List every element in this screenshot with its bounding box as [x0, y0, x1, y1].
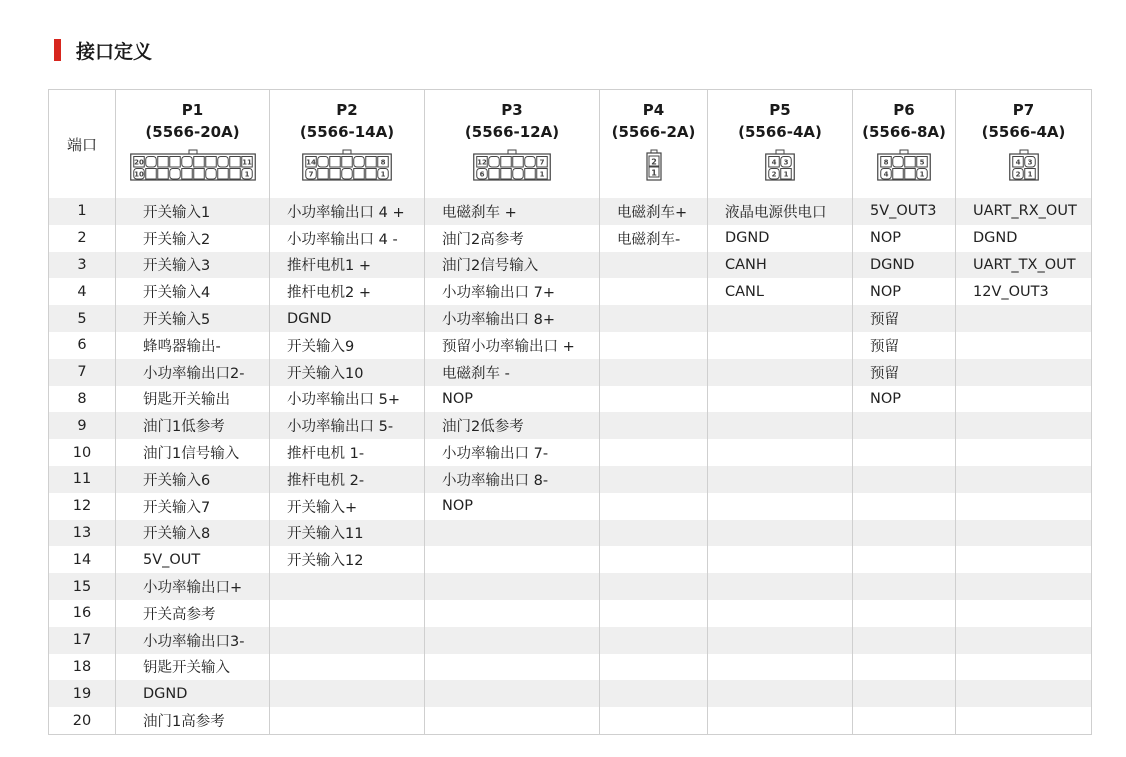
p1-pin-function: 油门1高参考: [116, 707, 270, 734]
p4-pin-function: [600, 600, 708, 627]
pin-number: 13: [49, 520, 116, 547]
p2-pin-function: [270, 707, 425, 734]
column-header-p6: [853, 90, 956, 199]
p1-pin-function: 开关高参考: [116, 600, 270, 627]
table-row: [49, 359, 1092, 386]
p6-pin-function: NOP: [853, 386, 956, 413]
connector-p2-icon: [299, 149, 395, 181]
p3-pin-function: 小功率输出口 8-: [425, 466, 600, 493]
p4-pin-function: [600, 466, 708, 493]
pin-number: 7: [49, 359, 116, 386]
connector-model: (5566-4A): [981, 123, 1066, 141]
p4-pin-function: [600, 252, 708, 279]
table-row: [49, 466, 1092, 493]
p6-pin-function: [853, 654, 956, 681]
table-row: [49, 546, 1092, 573]
connector-model: (5566-20A): [145, 123, 240, 141]
p5-pin-function: [708, 305, 853, 332]
p4-pin-function: [600, 493, 708, 520]
p4-pin-function: [600, 359, 708, 386]
p3-pin-function: 小功率输出口 7-: [425, 439, 600, 466]
svg-text:4: 4: [1015, 158, 1020, 167]
pin-number: 2: [49, 225, 116, 252]
svg-text:2: 2: [771, 170, 777, 179]
pin-number: 19: [49, 680, 116, 707]
p4-pin-function: [600, 707, 708, 734]
svg-text:7: 7: [539, 158, 545, 167]
section-header: [54, 37, 152, 63]
p6-pin-function: [853, 573, 956, 600]
table-row: [49, 600, 1092, 627]
title-accent-bar: [54, 39, 61, 61]
p1-pin-function: DGND: [116, 680, 270, 707]
p5-pin-function: [708, 707, 853, 734]
p6-pin-function: 预留: [853, 332, 956, 359]
p7-pin-function: [956, 520, 1092, 547]
p4-pin-function: [600, 278, 708, 305]
p4-pin-function: [600, 439, 708, 466]
p3-pin-function: 电磁刹车 +: [425, 198, 600, 225]
p5-pin-function: [708, 439, 853, 466]
svg-text:12: 12: [477, 158, 487, 167]
p3-pin-function: 预留小功率输出口 +: [425, 332, 600, 359]
svg-text:4: 4: [771, 158, 777, 167]
svg-text:8: 8: [883, 158, 889, 167]
p5-pin-function: [708, 654, 853, 681]
p2-pin-function: 开关输入11: [270, 520, 425, 547]
table-row: [49, 386, 1092, 413]
svg-text:14: 14: [306, 158, 316, 167]
p7-pin-function: 12V_OUT3: [956, 278, 1092, 305]
p3-pin-function: [425, 627, 600, 654]
table-row: [49, 332, 1092, 359]
p2-pin-function: 开关输入10: [270, 359, 425, 386]
p3-pin-function: [425, 546, 600, 573]
column-header-p7: [956, 90, 1092, 199]
p6-pin-function: NOP: [853, 278, 956, 305]
p2-pin-function: 推杆电机1 +: [270, 252, 425, 279]
pin-number: 17: [49, 627, 116, 654]
p2-pin-function: 小功率输出口 5+: [270, 386, 425, 413]
svg-text:1: 1: [919, 170, 925, 179]
connector-p3-icon: [470, 149, 554, 181]
p2-pin-function: 开关输入9: [270, 332, 425, 359]
p1-pin-function: 开关输入2: [116, 225, 270, 252]
p3-pin-function: 电磁刹车 -: [425, 359, 600, 386]
pin-number: 3: [49, 252, 116, 279]
connector-model: (5566-12A): [464, 123, 560, 141]
p4-pin-function: 电磁刹车+: [600, 198, 708, 225]
p4-pin-function: [600, 520, 708, 547]
p1-pin-function: 开关输入8: [116, 520, 270, 547]
svg-text:1: 1: [783, 170, 789, 179]
svg-text:1: 1: [1027, 170, 1032, 179]
p6-pin-function: [853, 546, 956, 573]
p1-pin-function: 开关输入6: [116, 466, 270, 493]
p7-pin-function: [956, 359, 1092, 386]
connector-model: (5566-8A): [862, 123, 946, 141]
p5-pin-function: [708, 332, 853, 359]
pin-number: 18: [49, 654, 116, 681]
svg-text:11: 11: [241, 158, 252, 167]
p4-pin-function: 电磁刹车-: [600, 225, 708, 252]
p6-pin-function: NOP: [853, 225, 956, 252]
p4-pin-function: [600, 412, 708, 439]
p1-pin-function: 钥匙开关输入: [116, 654, 270, 681]
p1-pin-function: 开关输入1: [116, 198, 270, 225]
svg-text:3: 3: [783, 158, 789, 167]
table-row: [49, 707, 1092, 734]
connector-name: P2: [336, 101, 358, 119]
p2-pin-function: DGND: [270, 305, 425, 332]
p1-pin-function: 油门1低参考: [116, 412, 270, 439]
column-header-p2: [270, 90, 425, 199]
p2-pin-function: 小功率输出口 4 +: [270, 198, 425, 225]
p2-pin-function: 开关输入+: [270, 493, 425, 520]
column-header-p4: [600, 90, 708, 199]
svg-text:20: 20: [133, 158, 144, 167]
p5-pin-function: [708, 546, 853, 573]
p5-pin-function: [708, 359, 853, 386]
svg-text:2: 2: [650, 157, 657, 167]
svg-text:8: 8: [380, 158, 386, 167]
connector-p1-icon: [125, 149, 261, 181]
column-header-p1: [116, 90, 270, 199]
table-row: [49, 278, 1092, 305]
p6-pin-function: [853, 520, 956, 547]
table-row: [49, 573, 1092, 600]
p1-pin-function: 开关输入3: [116, 252, 270, 279]
p1-pin-function: 蜂鸣器输出-: [116, 332, 270, 359]
pin-number: 20: [49, 707, 116, 734]
interface-definition-table: [48, 89, 1092, 735]
table-row: [49, 305, 1092, 332]
p1-pin-function: 5V_OUT: [116, 546, 270, 573]
connector-p5-icon: [764, 149, 796, 181]
p5-pin-function: [708, 600, 853, 627]
pin-number: 9: [49, 412, 116, 439]
p5-pin-function: [708, 520, 853, 547]
p6-pin-function: [853, 439, 956, 466]
connector-name: P3: [501, 101, 523, 119]
p5-pin-function: DGND: [708, 225, 853, 252]
pin-number: 15: [49, 573, 116, 600]
connector-name: P5: [769, 101, 791, 119]
p4-pin-function: [600, 546, 708, 573]
p2-pin-function: [270, 654, 425, 681]
table-row: [49, 627, 1092, 654]
svg-text:1: 1: [380, 170, 386, 179]
p1-pin-function: 开关输入4: [116, 278, 270, 305]
pin-number: 1: [49, 198, 116, 225]
connector-name: P1: [181, 101, 204, 119]
svg-text:1: 1: [650, 168, 657, 178]
svg-text:1: 1: [244, 170, 249, 179]
pin-number: 16: [49, 600, 116, 627]
p3-pin-function: 油门2信号输入: [425, 252, 600, 279]
p6-pin-function: [853, 412, 956, 439]
p2-pin-function: 小功率输出口 5-: [270, 412, 425, 439]
p7-pin-function: [956, 573, 1092, 600]
p3-pin-function: NOP: [425, 386, 600, 413]
p3-pin-function: [425, 573, 600, 600]
p1-pin-function: 开关输入7: [116, 493, 270, 520]
p1-pin-function: 油门1信号输入: [116, 439, 270, 466]
p6-pin-function: 预留: [853, 359, 956, 386]
p7-pin-function: [956, 412, 1092, 439]
table-row: [49, 225, 1092, 252]
p7-pin-function: [956, 386, 1092, 413]
p5-pin-function: CANL: [708, 278, 853, 305]
p2-pin-function: 推杆电机 2-: [270, 466, 425, 493]
pin-number: 10: [49, 439, 116, 466]
p7-pin-function: UART_TX_OUT: [956, 252, 1092, 279]
p1-pin-function: 钥匙开关输出: [116, 386, 270, 413]
p1-pin-function: 小功率输出口3-: [116, 627, 270, 654]
p5-pin-function: [708, 466, 853, 493]
p3-pin-function: 小功率输出口 8+: [425, 305, 600, 332]
p7-pin-function: [956, 466, 1092, 493]
p3-pin-function: [425, 654, 600, 681]
p6-pin-function: [853, 600, 956, 627]
connector-p7-icon: [1008, 149, 1040, 181]
connector-name: P6: [893, 101, 915, 119]
p6-pin-function: [853, 493, 956, 520]
p7-pin-function: [956, 493, 1092, 520]
p7-pin-function: [956, 680, 1092, 707]
p5-pin-function: [708, 493, 853, 520]
p2-pin-function: [270, 600, 425, 627]
table-row: [49, 412, 1092, 439]
connector-p4-icon: [644, 149, 664, 181]
p7-pin-function: [956, 332, 1092, 359]
p6-pin-function: [853, 466, 956, 493]
p2-pin-function: 小功率输出口 4 -: [270, 225, 425, 252]
p7-pin-function: [956, 627, 1092, 654]
p3-pin-function: [425, 600, 600, 627]
pin-number: 11: [49, 466, 116, 493]
table-row: [49, 252, 1092, 279]
p3-pin-function: [425, 520, 600, 547]
svg-text:4: 4: [883, 170, 889, 179]
p2-pin-function: [270, 627, 425, 654]
connector-model: (5566-2A): [611, 123, 696, 141]
p5-pin-function: 液晶电源供电口: [708, 198, 853, 225]
p2-pin-function: 开关输入12: [270, 546, 425, 573]
p7-pin-function: DGND: [956, 225, 1092, 252]
p3-pin-function: NOP: [425, 493, 600, 520]
table-row: [49, 439, 1092, 466]
p7-pin-function: [956, 546, 1092, 573]
p6-pin-function: [853, 627, 956, 654]
p2-pin-function: [270, 680, 425, 707]
section-title: 接口定义: [76, 40, 153, 63]
p5-pin-function: [708, 627, 853, 654]
p6-pin-function: [853, 707, 956, 734]
p3-pin-function: [425, 707, 600, 734]
table-row: [49, 654, 1092, 681]
p7-pin-function: [956, 305, 1092, 332]
p3-pin-function: 小功率输出口 7+: [425, 278, 600, 305]
pin-number: 5: [49, 305, 116, 332]
p4-pin-function: [600, 573, 708, 600]
svg-text:3: 3: [1027, 158, 1032, 167]
p2-pin-function: [270, 573, 425, 600]
p1-pin-function: 开关输入5: [116, 305, 270, 332]
p1-pin-function: 小功率输出口+: [116, 573, 270, 600]
pin-number: 12: [49, 493, 116, 520]
p4-pin-function: [600, 332, 708, 359]
svg-text:6: 6: [479, 170, 485, 179]
p7-pin-function: [956, 600, 1092, 627]
p6-pin-function: [853, 680, 956, 707]
header-row: [49, 90, 1092, 199]
table-row: [49, 680, 1092, 707]
p4-pin-function: [600, 654, 708, 681]
column-header-p5: [708, 90, 853, 199]
p6-pin-function: 预留: [853, 305, 956, 332]
p7-pin-function: [956, 654, 1092, 681]
svg-text:2: 2: [1015, 170, 1020, 179]
pin-number: 6: [49, 332, 116, 359]
svg-text:10: 10: [133, 170, 144, 179]
connector-name: P7: [1012, 101, 1035, 119]
table-row: [49, 520, 1092, 547]
table-row: [49, 198, 1092, 225]
p4-pin-function: [600, 680, 708, 707]
svg-text:7: 7: [308, 170, 314, 179]
p2-pin-function: 推杆电机2 +: [270, 278, 425, 305]
p6-pin-function: DGND: [853, 252, 956, 279]
p7-pin-function: UART_RX_OUT: [956, 198, 1092, 225]
p1-pin-function: 小功率输出口2-: [116, 359, 270, 386]
column-header-p3: [425, 90, 600, 199]
port-column-header: 端口: [49, 90, 116, 199]
p3-pin-function: [425, 680, 600, 707]
p3-pin-function: 油门2高参考: [425, 225, 600, 252]
p5-pin-function: CANH: [708, 252, 853, 279]
pin-number: 14: [49, 546, 116, 573]
p6-pin-function: 5V_OUT3: [853, 198, 956, 225]
p4-pin-function: [600, 627, 708, 654]
table-row: [49, 493, 1092, 520]
p4-pin-function: [600, 305, 708, 332]
p3-pin-function: 油门2低参考: [425, 412, 600, 439]
svg-text:1: 1: [539, 170, 545, 179]
p2-pin-function: 推杆电机 1-: [270, 439, 425, 466]
connector-name: P4: [642, 101, 665, 119]
p5-pin-function: [708, 680, 853, 707]
svg-text:5: 5: [919, 158, 925, 167]
p4-pin-function: [600, 386, 708, 413]
p7-pin-function: [956, 439, 1092, 466]
p5-pin-function: [708, 412, 853, 439]
p7-pin-function: [956, 707, 1092, 734]
p5-pin-function: [708, 386, 853, 413]
connector-p6-icon: [875, 149, 933, 181]
pin-number: 8: [49, 386, 116, 413]
pin-number: 4: [49, 278, 116, 305]
connector-model: (5566-14A): [299, 123, 395, 141]
p5-pin-function: [708, 573, 853, 600]
connector-model: (5566-4A): [738, 123, 822, 141]
